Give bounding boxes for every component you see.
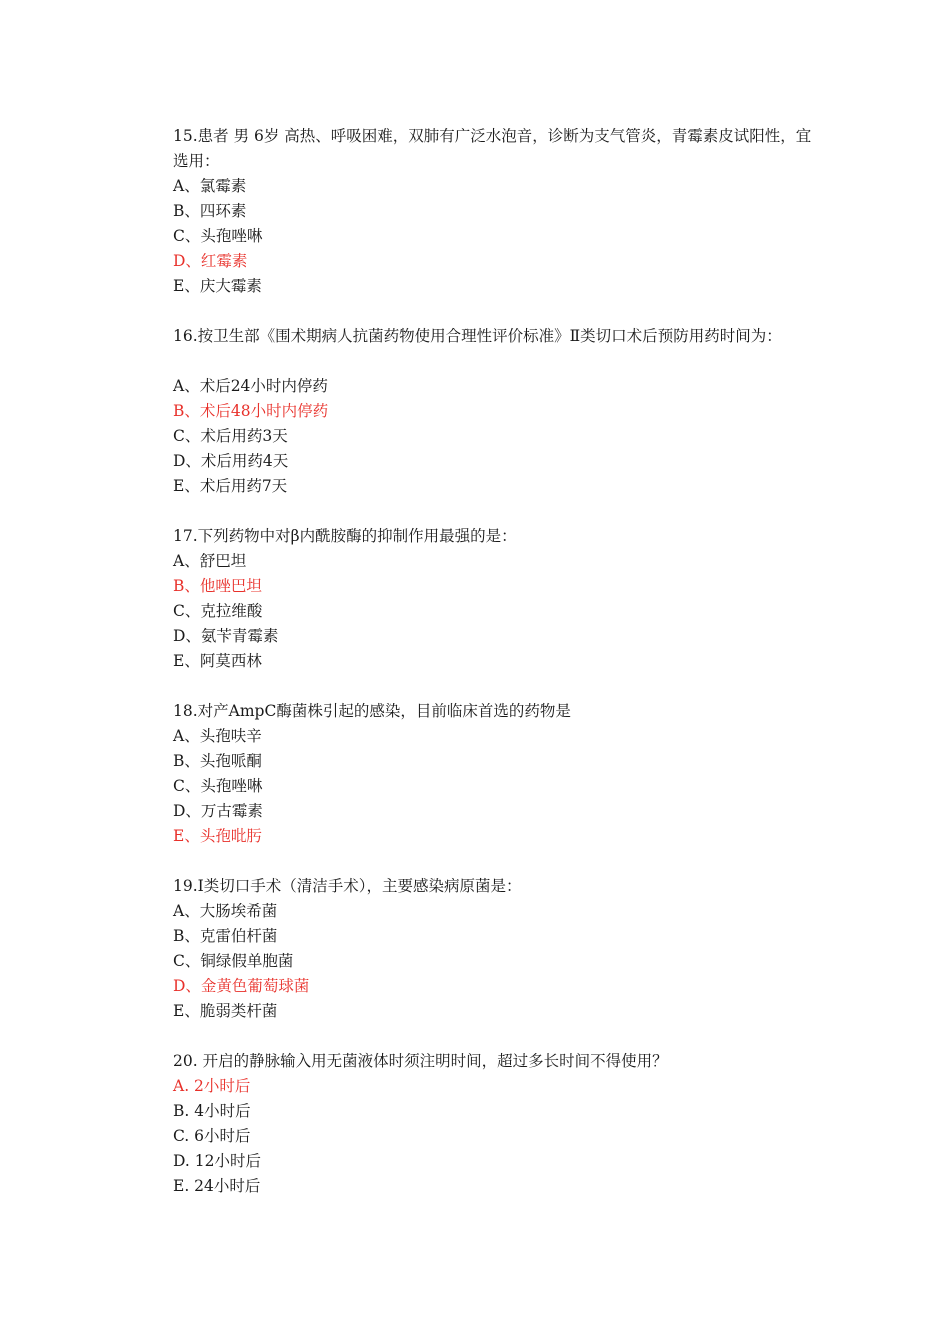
question-16 <box>173 324 823 499</box>
question-stem: 15.患者 男 6岁 高热、呼吸困难，双肺有广泛水泡音，诊断为支气管炎，青霉素皮试阳性，宜选用： <box>173 127 812 170</box>
option-c: C、头孢唑啉 <box>173 777 263 795</box>
question-20 <box>173 1049 823 1199</box>
option-b: B、四环素 <box>173 202 247 220</box>
option-d: D. 12小时后 <box>173 1152 261 1170</box>
option-a: A、头孢呋辛 <box>173 727 262 745</box>
option-c: C、铜绿假单胞菌 <box>173 952 294 970</box>
option-c: C. 6小时后 <box>173 1127 251 1145</box>
question-17 <box>173 524 823 674</box>
option-b-correct: B、术后48小时内停药 <box>173 402 329 420</box>
option-e: E、脆弱类杆菌 <box>173 1002 278 1020</box>
option-d: D、万古霉素 <box>173 802 263 820</box>
question-stem: 19.Ⅰ类切口手术（清洁手术），主要感染病原菌是： <box>173 877 522 895</box>
option-d: D、术后用药4天 <box>173 452 289 470</box>
option-a-correct: A. 2小时后 <box>173 1077 251 1095</box>
option-e: E、阿莫西林 <box>173 652 262 670</box>
question-stem: 17.下列药物中对β内酰胺酶的抑制作用最强的是： <box>173 527 517 545</box>
option-c: C、克拉维酸 <box>173 602 263 620</box>
option-d-correct: D、红霉素 <box>173 252 248 270</box>
option-c: C、术后用药3天 <box>173 427 288 445</box>
option-c: C、头孢唑啉 <box>173 227 263 245</box>
option-a: A、术后24小时内停药 <box>173 377 328 395</box>
question-19 <box>173 874 823 1024</box>
option-e: E. 24小时后 <box>173 1177 261 1195</box>
option-e: E、庆大霉素 <box>173 277 262 295</box>
option-e: E、术后用药7天 <box>173 477 288 495</box>
option-a: A、舒巴坦 <box>173 552 247 570</box>
question-18 <box>173 699 823 849</box>
option-a: A、氯霉素 <box>173 177 247 195</box>
option-b: B、头孢哌酮 <box>173 752 262 770</box>
question-stem: 20. 开启的静脉输入用无菌液体时须注明时间，超过多长时间不得使用？ <box>173 1052 668 1070</box>
question-stem: 18.对产AmpC酶菌株引起的感染，目前临床首选的药物是 <box>173 702 571 720</box>
option-b-correct: B、他唑巴坦 <box>173 577 262 595</box>
option-d: D、氨苄青霉素 <box>173 627 279 645</box>
option-d-correct: D、金黄色葡萄球菌 <box>173 977 310 995</box>
document-page <box>173 124 823 1224</box>
option-e-correct: E、头孢吡肟 <box>173 827 262 845</box>
option-a: A、大肠埃希菌 <box>173 902 278 920</box>
option-b: B. 4小时后 <box>173 1102 251 1120</box>
question-stem: 16.按卫生部《围术期病人抗菌药物使用合理性评价标准》Ⅱ类切口术后预防用药时间为： <box>173 327 782 345</box>
question-15 <box>173 124 823 299</box>
option-b: B、克雷伯杆菌 <box>173 927 278 945</box>
